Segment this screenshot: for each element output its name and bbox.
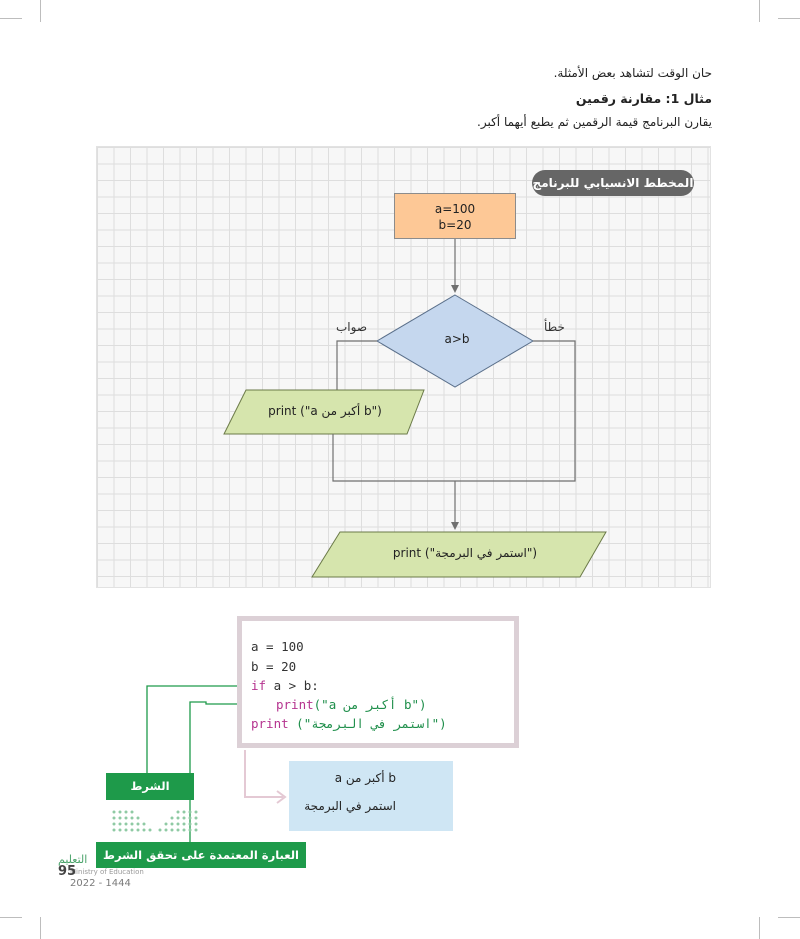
page-number: 95: [58, 864, 77, 879]
ministry-logo-dots: [108, 806, 202, 836]
condition-annotation: الشرط: [106, 773, 194, 800]
flowchart-title-badge: المخطط الانسيابي للبرنامج: [532, 170, 694, 196]
statement-annotation: العبارة المعتمدة على تحقق الشرط: [96, 842, 306, 868]
code-line-5: [251, 715, 447, 732]
condition-connector: [147, 686, 240, 785]
connector-true-branch: [337, 341, 377, 393]
ministry-subtitle: Ministry of Education: [70, 868, 144, 876]
start-box: [394, 193, 516, 239]
ministry-logo-text: التعليم: [58, 853, 88, 866]
final-action-text: print ("استمر في البرمجة"): [392, 546, 538, 560]
output-pointer: [245, 750, 283, 797]
condition-label: a>b: [444, 332, 470, 346]
edition-year: 2022 - 1444: [70, 878, 131, 889]
code-line-4: [276, 696, 427, 713]
code-line-3: [251, 677, 319, 694]
start-line-a: a=100: [434, 202, 476, 216]
connector-true-merge: [333, 434, 455, 481]
false-branch-label: خطأ: [544, 320, 565, 334]
output-line-1: a أكبر من b: [334, 771, 396, 785]
output-box: [289, 761, 453, 831]
example-description: يقارن البرنامج قيمة الرقمين ثم يطبع أيهما أكبر.: [477, 115, 712, 129]
true-action-text: print ("a أكبر من b"): [268, 404, 382, 418]
print-string: ("استمر في البرمجة"): [288, 716, 447, 731]
if-condition: a > b:: [266, 678, 319, 693]
print-string: ("a أكبر من b"): [313, 697, 427, 712]
if-keyword: if: [251, 678, 267, 693]
print-keyword: print: [276, 697, 314, 712]
code-line-2: b = 20: [251, 659, 297, 674]
output-line-2: استمر في البرمجة: [304, 799, 396, 813]
code-line-1: a = 100: [251, 639, 304, 654]
intro-text: حان الوقت لتشاهد بعض الأمثلة.: [553, 66, 712, 80]
start-line-b: b=20: [438, 218, 472, 232]
print-keyword: print: [251, 716, 289, 731]
example-title: مثال 1: مقارنة رقمين: [575, 91, 712, 106]
true-branch-label: صواب: [336, 320, 368, 334]
